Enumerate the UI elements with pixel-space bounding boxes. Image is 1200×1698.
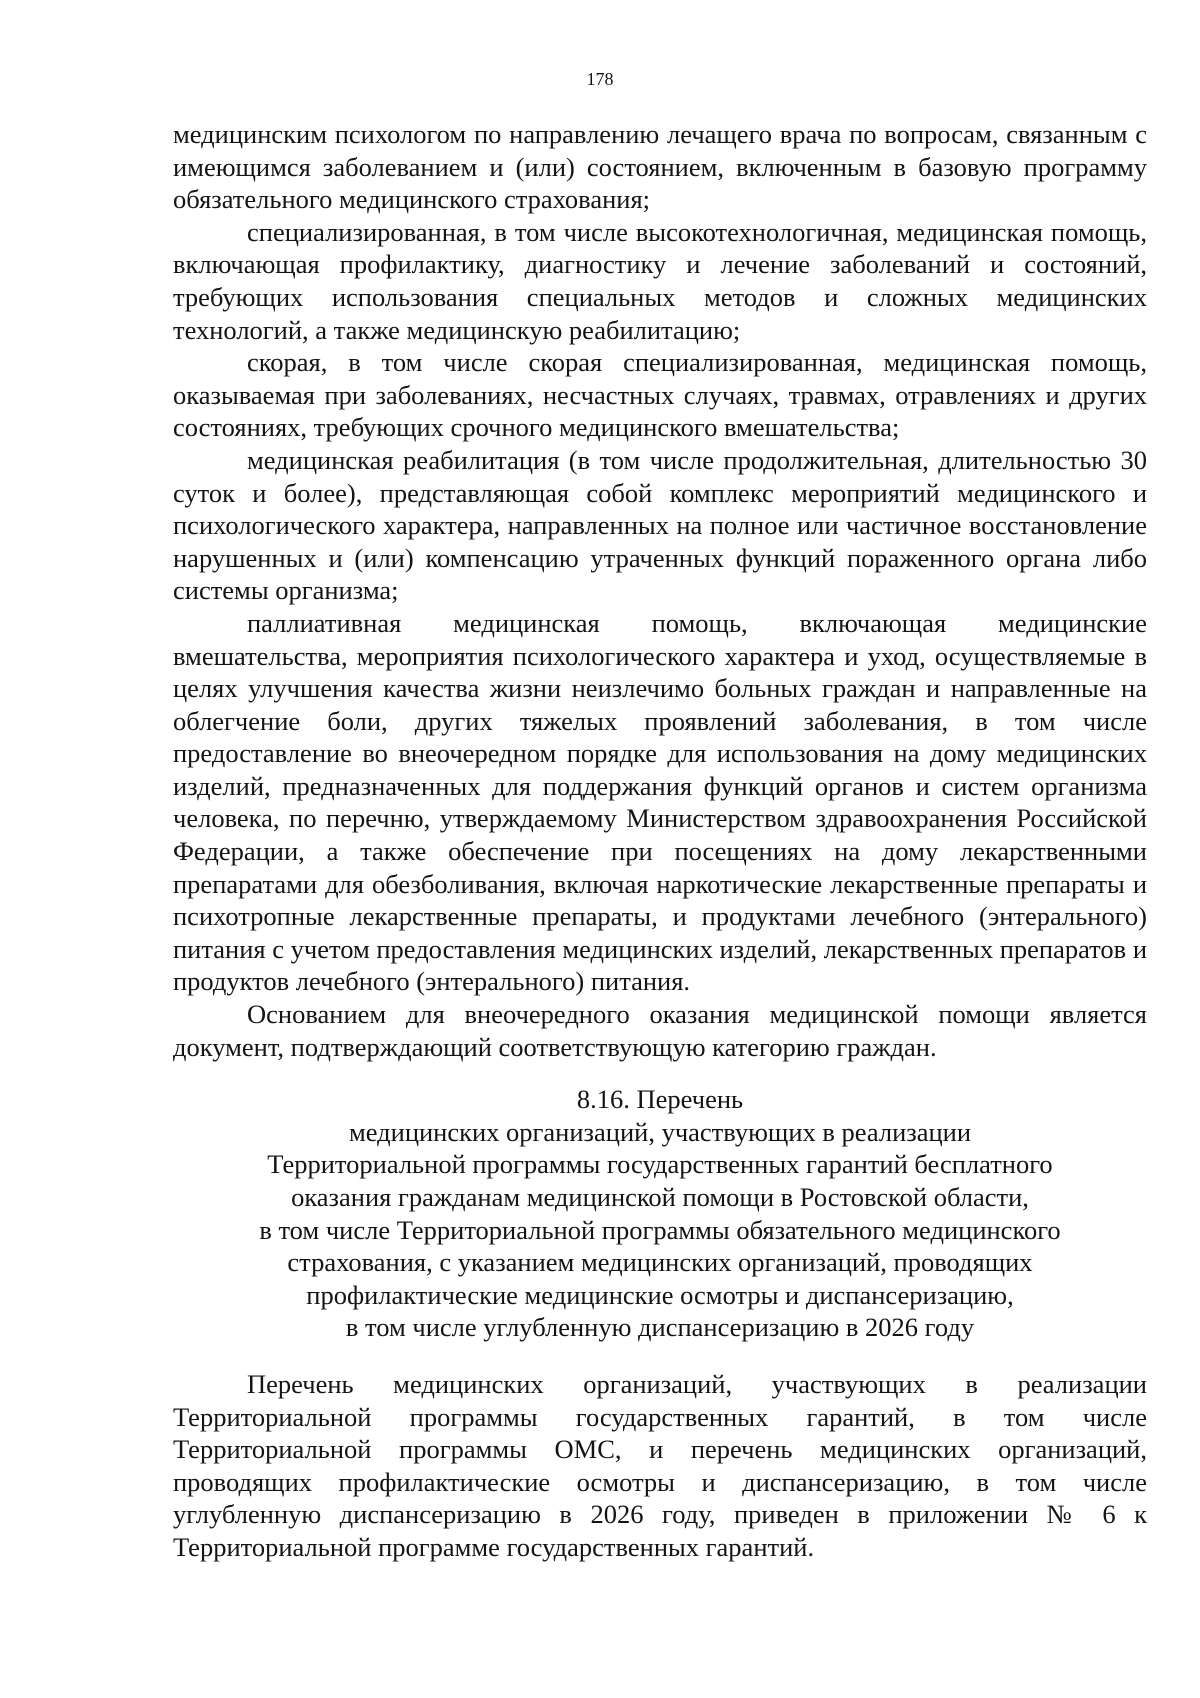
section-heading	[173, 1083, 1147, 1344]
paragraph-emergency-care: скорая, в том числе скорая специализированная, медицинская помощь, оказываемая при заболеваниях, несчастных случаях, травмах, отравлениях и других состояниях, требующих срочного медицинского вмешательства;	[173, 347, 1147, 443]
paragraph-palliative-care: паллиативная медицинская помощь, включающая медицинские вмешательства, мероприятия психологического характера и уход, осуществляемые в целях улучшения качества жизни неизлечимо больных граждан и направленные на облегчение боли, других тяжелых проявлений заболевания, в том числе предоставление во внеочередном порядке для использования на дому медицинских изделий, предназначенных для поддержания функций органов и систем организма человека, по перечню, утверждаемому Министерством здравоохранения Российской Федерации, а также обеспечение при посещениях на дому лекарственными препаратами для обезболивания, включая наркотические лекарственные препараты и психотропные лекарственные препараты, и продуктами лечебного (энтерального) питания с учетом предоставления медицинских изделий, лекарственных препаратов и продуктов лечебного (энтерального) питания.	[173, 607, 1147, 997]
section-heading-line: оказания гражданам медицинской помощи в Ростовской области,	[291, 1182, 1029, 1212]
paragraph-priority-basis: Основанием для внеочередного оказания медицинской помощи является документ, подтверждающий соответствующую категорию граждан.	[173, 999, 1147, 1062]
paragraph-specialized-care: специализированная, в том числе высокотехнологичная, медицинская помощь, включающая профилактику, диагностику и лечение заболеваний и состояний, требующих использования специальных методов и сложных медицинских технологий, а также медицинскую реабилитацию;	[173, 216, 1147, 345]
section-heading-line: Территориальной программы государственных гарантий бесплатного	[267, 1149, 1053, 1180]
section-heading-title: 8.16. Перечень	[576, 1084, 744, 1115]
paragraph-list-reference: Перечень медицинских организаций, участвующих в реализации Территориальной программы государственных гарантий, в том числе Территориальной программы ОМС, и перечень медицинских организаций, проводящих профилактические осмотры и диспансеризацию, в том числе углубленную диспансеризацию в 2026 году, приведен в приложении № 6 к Территориальной программе государственных гарантий.	[173, 1368, 1147, 1562]
section-heading-line: в том числе углубленную диспансеризацию в 2026 году	[345, 1312, 975, 1343]
section-heading-line: медицинских организаций, участвующих в реализации	[348, 1116, 972, 1147]
body-text	[173, 118, 1147, 1564]
spacer	[173, 1344, 1147, 1368]
section-heading-line: профилактические медицинские осмотры и диспансеризацию,	[306, 1279, 1014, 1310]
page-number: 178	[586, 69, 614, 89]
section-heading-line: в том числе Территориальной программы обязательного медицинского	[259, 1214, 1061, 1245]
paragraph-continuation: медицинским психологом по направлению лечащего врача по вопросам, связанным с имеющимся заболеванием и (или) состоянием, включенным в базовую программу обязательного медицинского страхования;	[173, 119, 1147, 215]
paragraph-rehabilitation: медицинская реабилитация (в том числе продолжительная, длительностью 30 суток и более), представляющая собой комплекс мероприятий медицинского и психологического характера, направленных на полное или частичное восстановление нарушенных и (или) компенсацию утраченных функций пораженного органа либо системы организма;	[173, 444, 1147, 606]
section-heading-line: страхования, с указанием медицинских организаций, проводящих	[287, 1247, 1033, 1278]
